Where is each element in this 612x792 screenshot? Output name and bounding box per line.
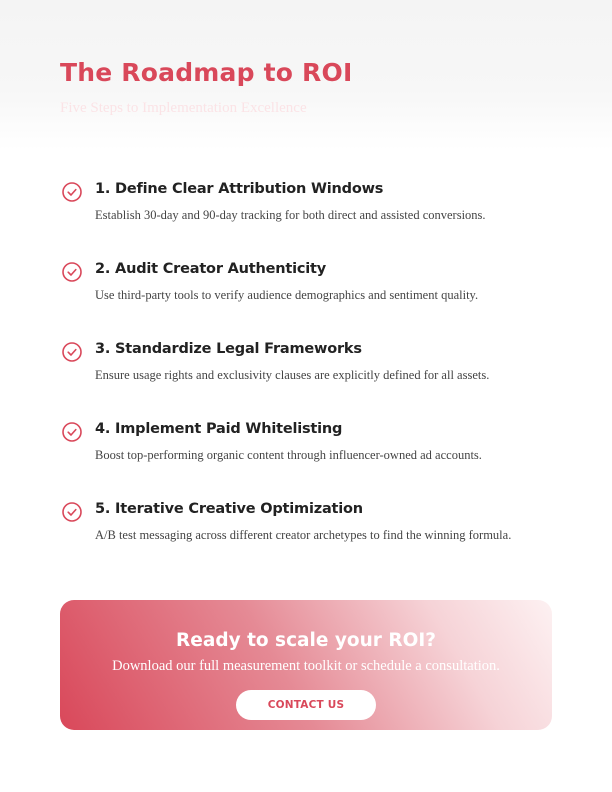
steps-list [60, 180, 540, 580]
check-circle-icon [60, 180, 84, 204]
list-item [60, 260, 540, 340]
step-description: Use third-party tools to verify audience demographics and sentiment quality. [95, 288, 479, 302]
step-description: Boost top-performing organic content through influencer-owned ad accounts. [95, 448, 482, 462]
page-title: The Roadmap to ROI [60, 58, 353, 87]
list-item [60, 340, 540, 420]
step-title: 1. Define Clear Attribution Windows [95, 181, 384, 197]
page-header [0, 0, 612, 150]
list-item [60, 500, 540, 580]
check-circle-icon [60, 420, 84, 444]
step-description: Ensure usage rights and exclusivity clauses are explicitly defined for all assets. [95, 368, 490, 382]
list-item [60, 420, 540, 500]
step-title: 2. Audit Creator Authenticity [95, 261, 327, 277]
step-title: 4. Implement Paid Whitelisting [95, 421, 343, 437]
page-subtitle: Five Steps to Implementation Excellence [60, 100, 307, 116]
cta-description: Download our full measurement toolkit or schedule a consultation. [112, 658, 500, 674]
step-description: Establish 30-day and 90-day tracking for both direct and assisted conversions. [95, 208, 486, 222]
cta-title: Ready to scale your ROI? [176, 630, 436, 651]
step-title: 5. Iterative Creative Optimization [95, 501, 363, 517]
list-item [60, 180, 540, 260]
check-circle-icon [60, 260, 84, 284]
cta-banner [60, 600, 552, 730]
check-circle-icon [60, 340, 84, 364]
step-description: A/B test messaging across different creator archetypes to find the winning formula. [95, 528, 512, 542]
step-title: 3. Standardize Legal Frameworks [95, 341, 362, 357]
contact-us-button[interactable]: CONTACT US [236, 690, 376, 720]
check-circle-icon [60, 500, 84, 524]
